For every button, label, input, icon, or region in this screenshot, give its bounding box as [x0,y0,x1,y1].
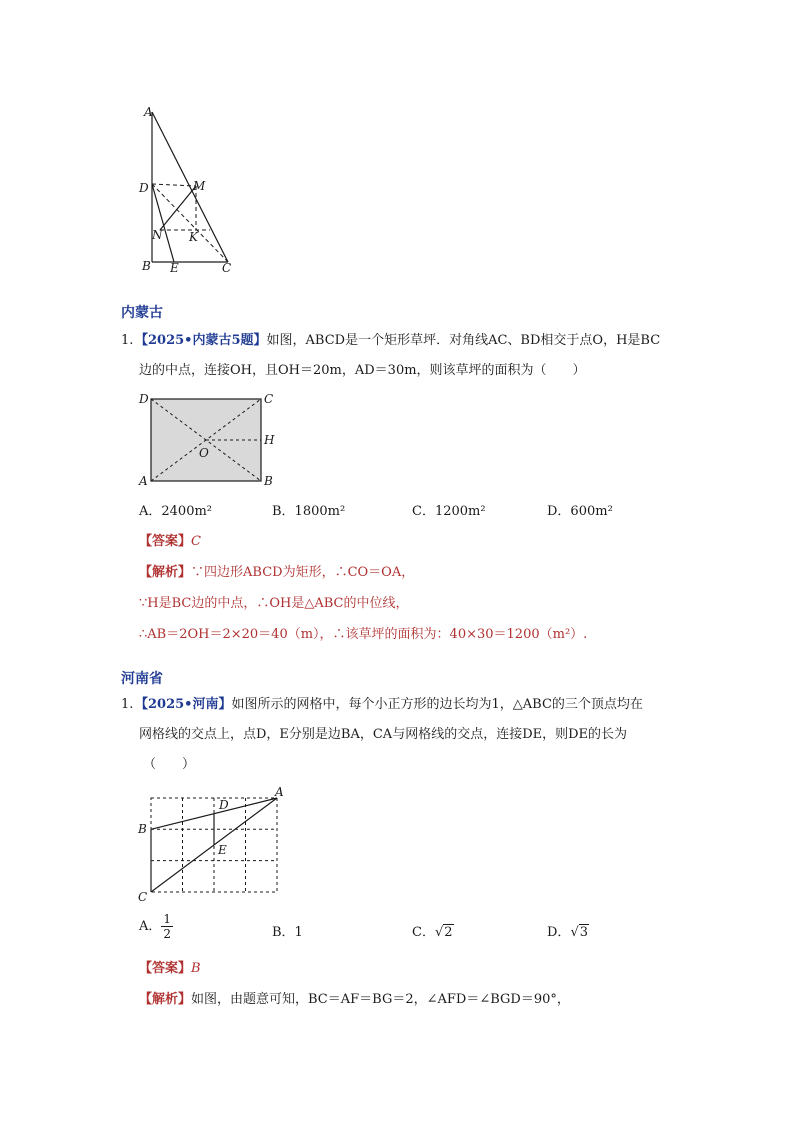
region-heading: 河南省 [121,671,163,687]
denominator: 2 [163,927,172,941]
label-O: O [199,446,209,460]
solution-line-2: ∵H是BC边的中点，∴OH是△ABC的中位线， [139,596,409,611]
solution-text-1: ∵四边形ABCD为矩形，∴CO＝OA， [191,565,415,580]
label-E: E [170,261,179,275]
label-D: D [219,798,229,812]
label-B: B [138,822,147,836]
answer-line [139,530,201,549]
top-geometry-figure [136,100,246,280]
answer-value: B [191,961,201,976]
question-line-2: 边的中点，连接OH，且OH＝20m，AD＝30m，则该草坪的面积为（ ） [139,363,586,378]
fraction [161,912,173,941]
label-D: D [139,181,149,195]
sqrt-symbol: √3 [570,925,589,940]
label-D: D [139,392,149,406]
answer-label: 【答案】 [139,534,192,549]
label-A: A [275,785,284,799]
sqrt-symbol: √2 [434,925,453,940]
question-line-3: （ ） [143,757,196,772]
answer-value: C [191,534,201,549]
option-c-prefix: C． [412,925,435,940]
option-b: B．1800m² [272,504,346,519]
label-H: H [264,433,275,447]
question-line-1: 如图所示的网格中，每个小正方形的边长均为1，△ABC的三个顶点均在 [231,697,643,712]
option-b: B．1 [272,925,303,940]
radicand: 3 [579,925,589,940]
label-M: M [193,179,206,193]
solution-label: 【解析】 [139,565,192,580]
label-A: A [139,474,148,488]
numerator: 1 [163,912,172,926]
label-B: B [142,259,151,273]
option-c: C．1200m² [412,504,486,519]
question-text [121,326,681,386]
option-d [547,921,589,940]
rectangle-figure [136,390,286,490]
question-number: 1. [121,333,134,348]
label-B: B [264,474,273,488]
question-line-1: 如图，ABCD是一个矩形草坪．对角线AC、BD相交于点O，H是BC [266,333,661,348]
question-source-tag: 【2025•内蒙古5题】 [135,333,267,348]
label-E: E [218,843,227,857]
option-a [139,912,173,941]
option-d-prefix: D． [547,925,571,940]
solution-line-3: ∴AB＝2OH＝2×20＝40（m），∴该草坪的面积为：40×30＝1200（m²）. [139,627,588,642]
solution-line-1 [139,561,414,580]
label-C: C [138,890,148,904]
question-source-tag: 【2025•河南】 [135,697,232,712]
label-N: N [152,228,163,242]
label-C: C [222,261,232,275]
option-a-prefix: A． [139,919,162,934]
grid-figure [136,784,296,904]
solution-text-1: 如图，由题意可知，BC＝AF＝BG＝2，∠AFD＝∠BGD＝90°， [191,992,570,1007]
label-K: K [189,230,198,244]
question-number: 1. [121,697,134,712]
label-A: A [144,105,153,119]
radicand: 2 [444,925,453,940]
option-a: A．2400m² [139,504,213,519]
solution-line-1 [139,988,570,1007]
answer-label: 【答案】 [139,961,192,976]
option-c [412,921,454,940]
region-heading: 内蒙古 [121,305,163,321]
question-line-2: 网格线的交点上，点D，E分别是边BA，CA与网格线的交点，连接DE，则DE的长为 [139,727,628,742]
question-text [121,690,681,780]
option-d: D．600m² [547,504,613,519]
label-C: C [264,392,274,406]
answer-line [139,957,201,976]
solution-label: 【解析】 [139,992,192,1007]
